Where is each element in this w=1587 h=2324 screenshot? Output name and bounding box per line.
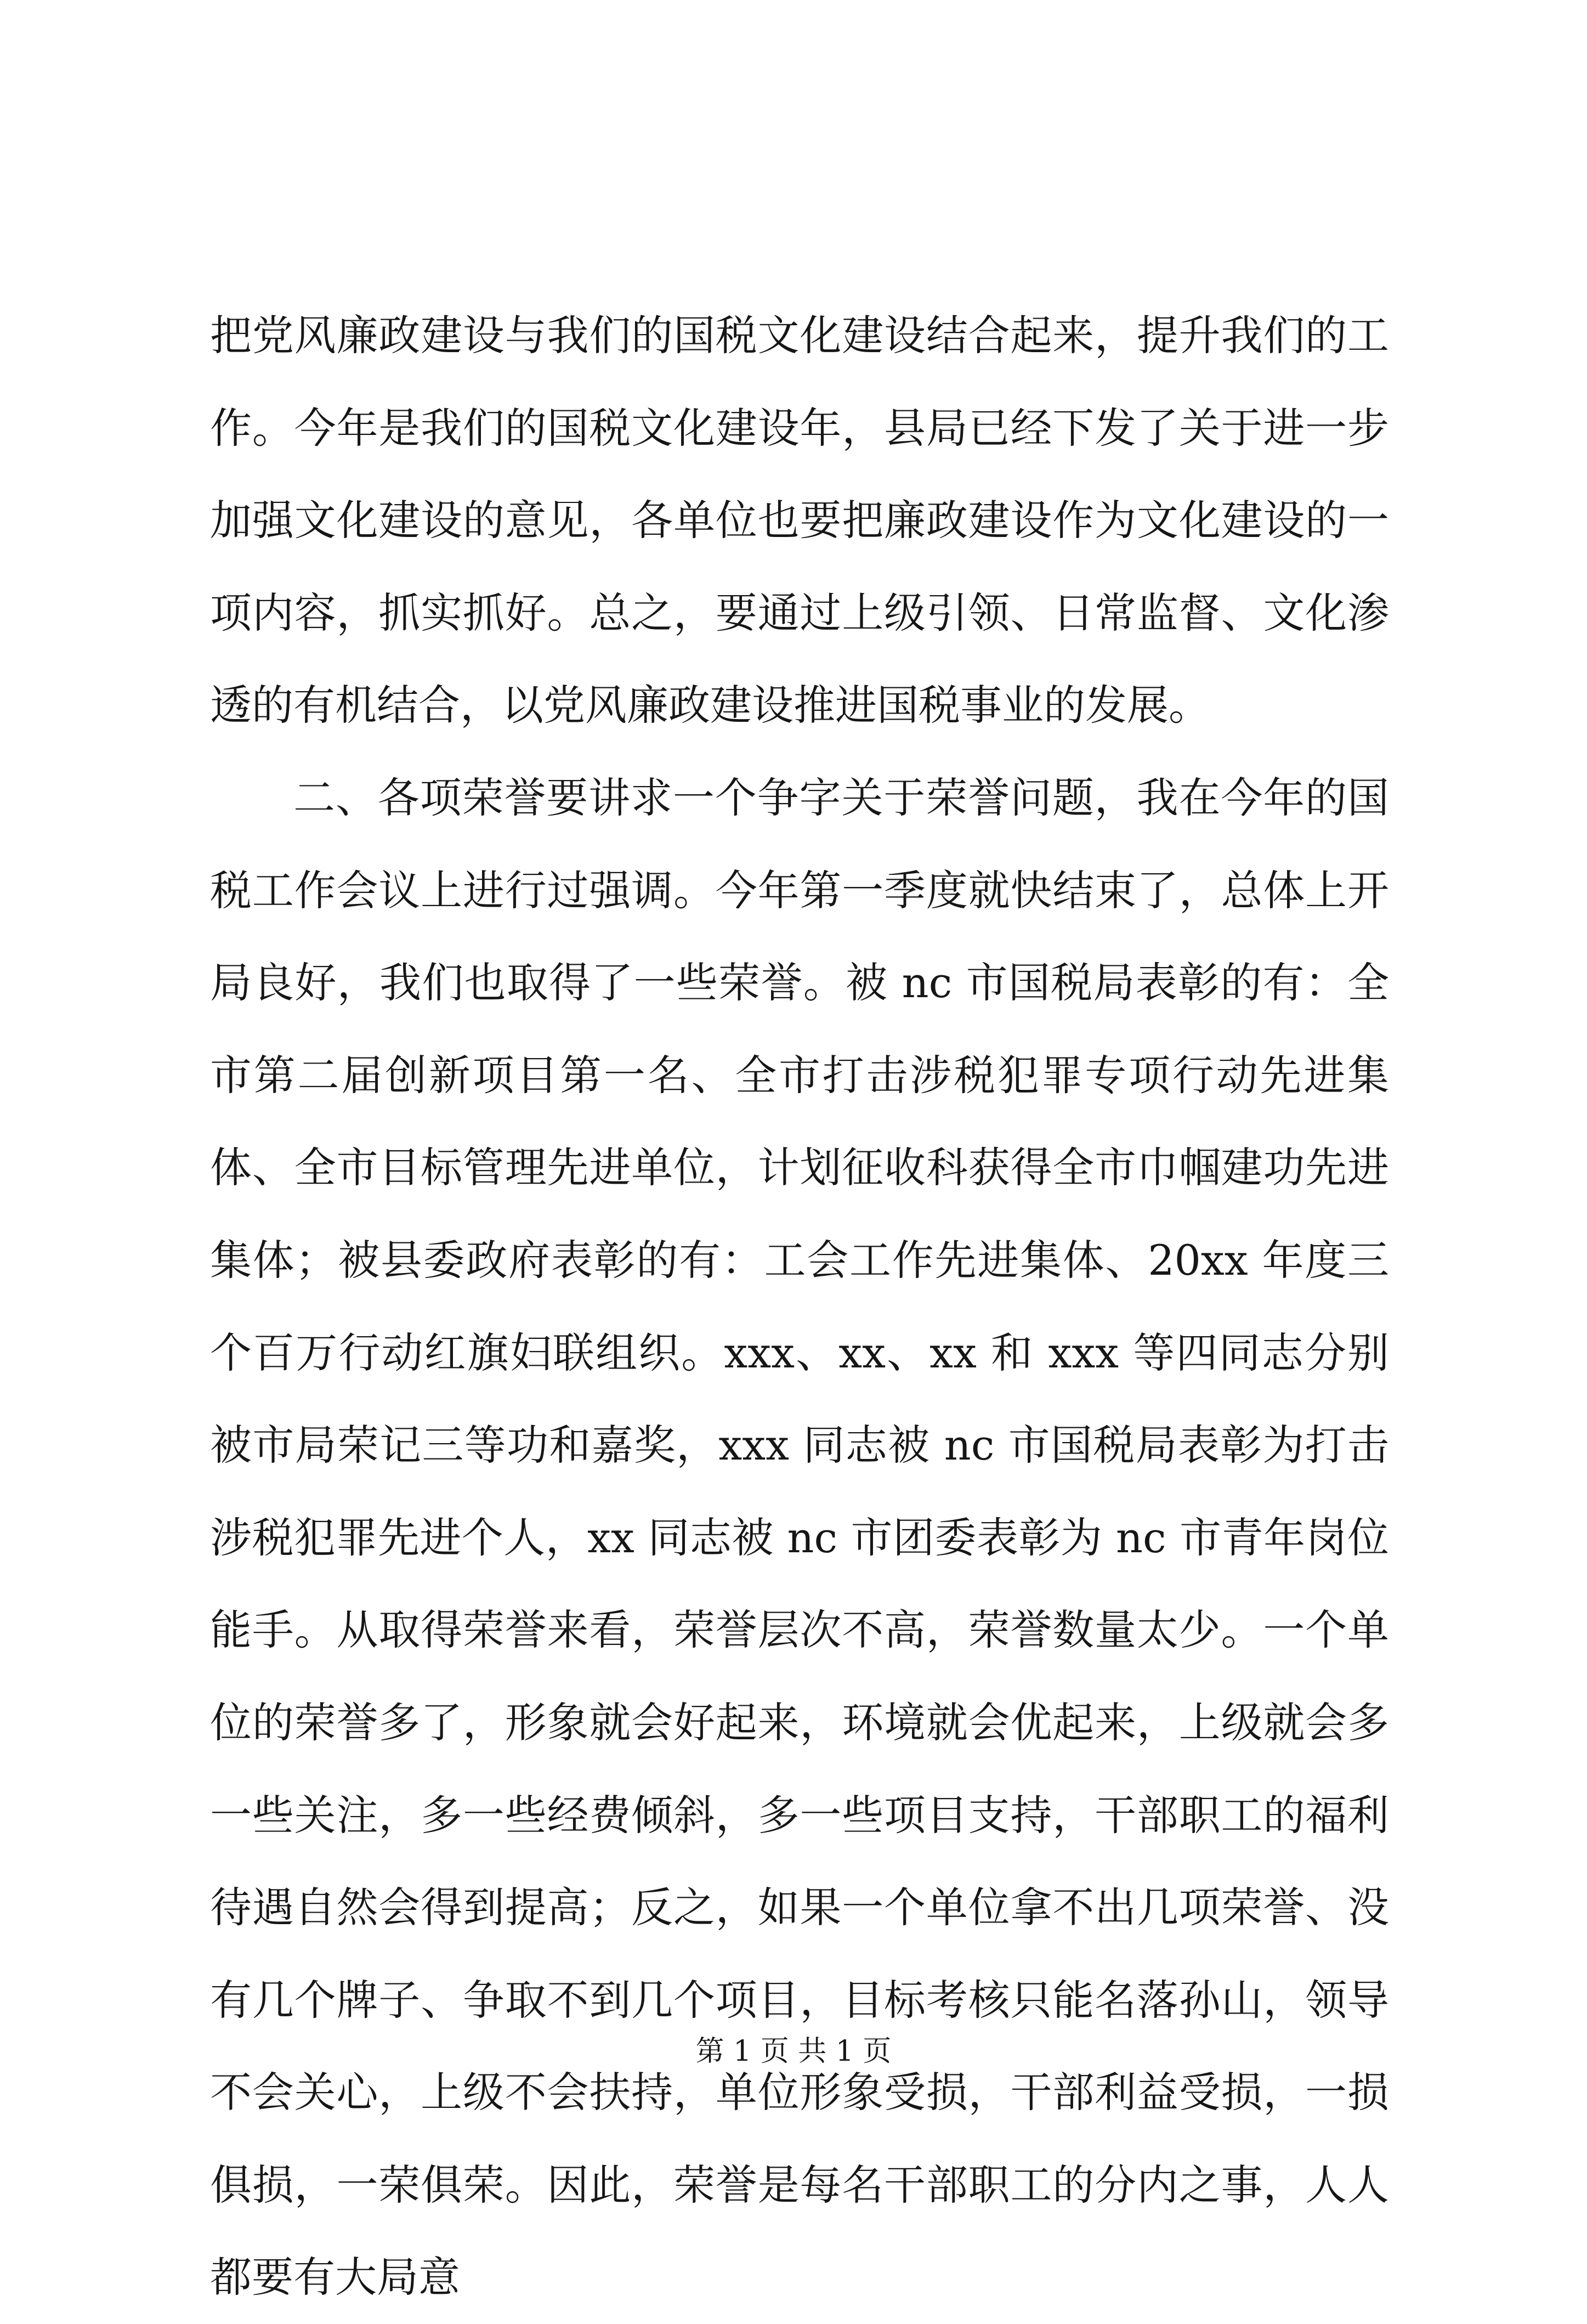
paragraph-2: 二、各项荣誉要讲求一个争字关于荣誉问题，我在今年的国税工作会议上进行过强调。今年第一季度就快结束了，总体上开局良好，我们也取得了一些荣誉。被 nc 市国税局表彰的有：全市第二届创新项目第一名、全市打击涉税犯罪专项行动先进集体、全市目标管理先进单位，计划征收科获得全市巾帼建功先进集体；被县委政府表彰的有：工会工作先进集体、20xx 年度三个百万行动红旗妇联组织。xxx、xx、xx 和 xxx 等四同志分别被市局荣记三等功和嘉奖，xxx 同志被 nc 市国税局表彰为打击涉税犯罪先进个人，xx 同志被 nc 市团委表彰为 nc 市青年岗位能手。从取得荣誉来看，荣誉层次不高，荣誉数量太少。一个单位的荣誉多了，形象就会好起来，环境就会优起来，上级就会多一些关注，多一些经费倾斜，多一些项目支持，干部职工的福利待遇自然会得到提高；反之，如果一个单位拿不出几项荣誉、没有几个牌子、争取不到几个项目，目标考核只能名落孙山，领导不会关心，上级不会扶持，单位形象受损，干部利益受损，一损俱损，一荣俱荣。因此，荣誉是每名干部职工的分内之事，人人都要有大局意 — [210, 773, 1389, 2302]
page-number-footer: 第 1 页 共 1 页 — [695, 2035, 892, 2068]
document-body — [210, 290, 1389, 2324]
paragraph-1: 把党风廉政建设与我们的国税文化建设结合起来，提升我们的工作。今年是我们的国税文化建设年，县局已经下发了关于进一步加强文化建设的意见，各单位也要把廉政建设作为文化建设的一项内容，抓实抓好。总之，要通过上级引领、日常监督、文化渗透的有机结合，以党风廉政建设推进国税事业的发展。 — [210, 311, 1389, 730]
